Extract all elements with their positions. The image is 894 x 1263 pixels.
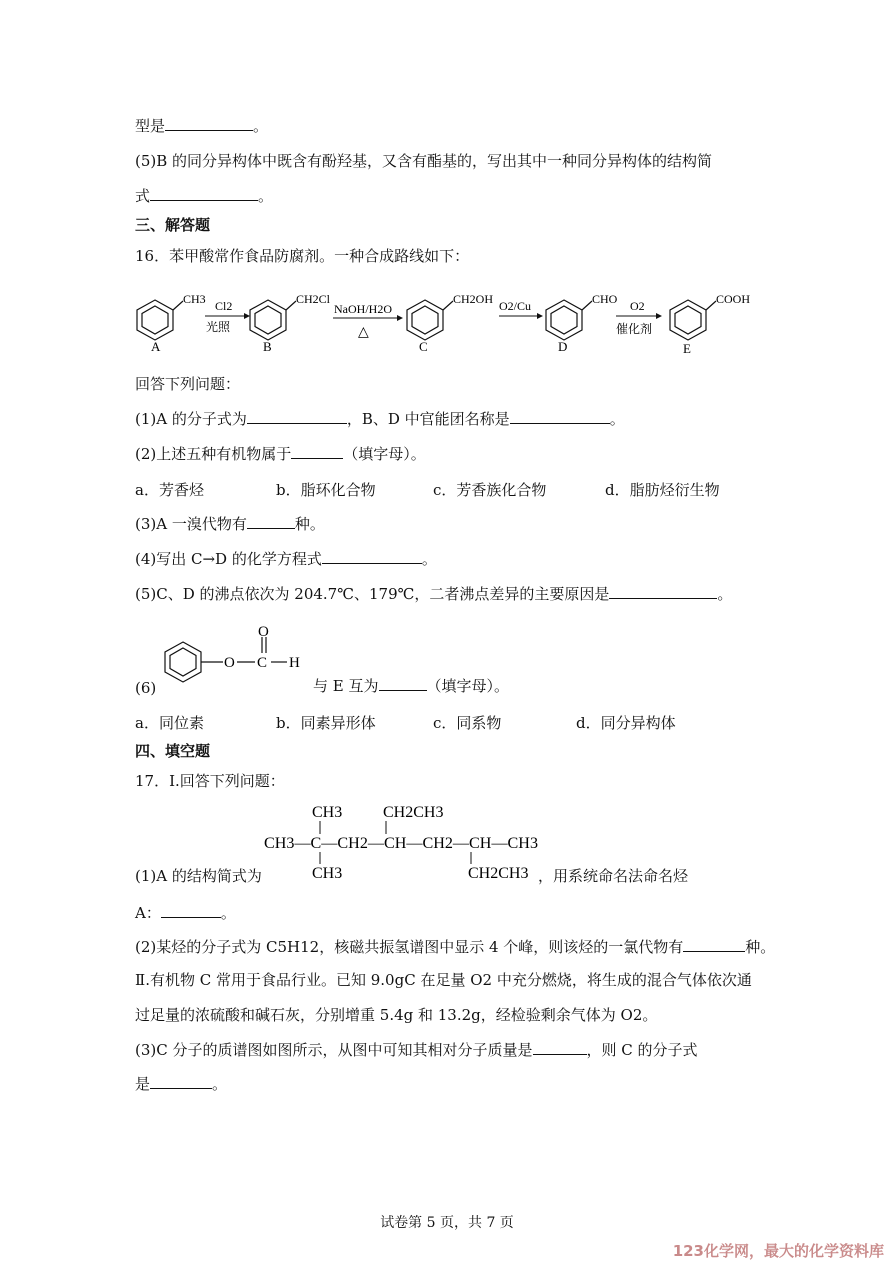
q16-part5-end: 。 [717, 585, 733, 603]
q15-part5-line2 [135, 186, 273, 206]
answer-blank[interactable] [247, 514, 295, 529]
q17-ii-line2: 过足量的浓硫酸和碱石灰，分别增重 5.4g 和 13.2g，经检验剩余气体为 O2。 [135, 1006, 658, 1024]
answer-blank[interactable] [165, 116, 253, 131]
q15-part5-text: 式 [135, 187, 151, 205]
arrow-3-head [537, 313, 543, 319]
q17-part3-line2 [135, 1074, 227, 1094]
q17-part1-text-b: ，用系统命名法命名烃 [538, 867, 689, 885]
q17-stem: 17．Ⅰ.回答下列问题： [135, 772, 285, 790]
q16-part5-text: (5)C、D 的沸点依次为 204.7℃、179℃，二者沸点差异的主要原因是 [135, 585, 610, 603]
group-e: COOH [716, 292, 751, 306]
q16-part5 [135, 584, 732, 604]
q17-part1-answer-label: A： [135, 904, 161, 922]
benzene-ring-b [250, 300, 296, 340]
q15-part5-line1: (5)B 的同分异构体中既含有酚羟基，又含有酯基的，写出其中一种同分异构体的结构简 [135, 152, 713, 170]
answer-blank[interactable] [150, 186, 258, 201]
q16-prompt: 回答下列问题： [135, 375, 241, 393]
group-a: CH3 [183, 292, 206, 306]
q17-part3-text-a: (3)C 分子的质谱图如图所示，从图中可知其相对分子质量是 [135, 1041, 533, 1059]
group-d: CHO [592, 292, 618, 306]
q16-part4-end: 。 [421, 550, 437, 568]
q16-part2-option-b[interactable]: b．脂环化合物 [276, 481, 376, 499]
answer-blank[interactable] [379, 676, 427, 691]
struct-top-methyl: CH3 [312, 804, 343, 821]
q17-part2 [135, 937, 775, 957]
q15-type-line [135, 116, 268, 136]
answer-blank[interactable] [609, 584, 717, 599]
formate-h: H [289, 655, 300, 671]
q17-ii-line1: Ⅱ.有机物 C 常用于食品行业。已知 9.0gC 在足量 O2 中充分燃烧，将生成的混合气体依次通 [135, 971, 752, 989]
q16-part4-text: (4)写出 C→D 的化学方程式 [135, 550, 322, 568]
watermark: 123化学网，最大的化学资料库 [672, 1242, 884, 1260]
q16-stem: 16．苯甲酸常作食品防腐剂。一种合成路线如下： [135, 247, 470, 265]
arrow-2-head [397, 315, 403, 321]
answer-blank[interactable] [510, 409, 610, 424]
q17-part2-end: 种。 [745, 938, 776, 956]
q17-structure [262, 800, 562, 880]
q16-part3-end: 种。 [294, 515, 325, 533]
q16-part3-text: (3)A 一溴代物有 [135, 515, 247, 533]
section-3-heading: 三、解答题 [135, 216, 211, 234]
label-c: C [419, 339, 428, 354]
q16-part6-option-b[interactable]: b．同素异形体 [276, 714, 376, 732]
q16-part3 [135, 514, 325, 534]
struct-main-chain: CH3—C—CH2—CH—CH2—CH—CH3 [264, 835, 538, 852]
q15-part5-end: 。 [258, 187, 274, 205]
q16-part1-text-b: ，B、D 中官能团名称是 [346, 410, 510, 428]
arrow-2-top: NaOH/H2O [334, 302, 392, 316]
arrow-4-top: O2 [630, 299, 645, 313]
group-b: CH2Cl [296, 292, 331, 306]
struct-top-ethyl: CH2CH3 [383, 804, 444, 821]
struct-bottom-ethyl: CH2CH3 [468, 865, 529, 880]
benzene-ring-c [407, 300, 453, 340]
formate-o-link: O [224, 655, 235, 671]
q17-part1-answer [135, 903, 236, 923]
q16-part2-end: （填字母）。 [343, 445, 426, 463]
q16-part2 [135, 444, 426, 464]
arrow-1-head [244, 313, 250, 319]
label-a: A [151, 339, 161, 354]
q16-part6-option-d[interactable]: d．同分异构体 [576, 714, 676, 732]
q17-part3-end: 。 [212, 1075, 228, 1093]
arrow-3-top: O2/Cu [499, 299, 532, 313]
q16-part6-label: (6) [135, 679, 157, 697]
q15-type-text: 型是 [135, 117, 166, 135]
benzene-ring-a [137, 300, 183, 340]
answer-blank[interactable] [247, 409, 347, 424]
q16-part2-option-d[interactable]: d．脂肪烃衍生物 [605, 481, 720, 499]
arrow-2-bottom: △ [358, 325, 369, 340]
answer-blank[interactable] [150, 1074, 212, 1089]
label-b: B [263, 339, 272, 354]
q16-part6-text: 与 E 互为 [313, 677, 379, 695]
section-4-heading: 四、填空题 [135, 742, 211, 760]
answer-blank[interactable] [683, 937, 745, 952]
formate-o-top: O [258, 624, 269, 640]
q16-part2-option-c[interactable]: c．芳香族化合物 [433, 481, 547, 499]
q16-part1 [135, 409, 625, 429]
q16-synthesis-scheme [0, 283, 894, 363]
benzene-ring-e [670, 300, 716, 340]
q17-part2-text: (2)某烃的分子式为 C5H12，核磁共振氢谱图中显示 4 个峰，则该烃的一氯代物有 [135, 938, 684, 956]
q16-part4 [135, 549, 437, 569]
arrow-4-bottom: 催化剂 [616, 322, 653, 336]
arrow-1-top: Cl2 [215, 299, 233, 313]
q17-part1-answer-end: 。 [220, 904, 236, 922]
q16-part2-text: (2)上述五种有机物属于 [135, 445, 292, 463]
answer-blank[interactable] [161, 903, 221, 918]
q16-part6-option-c[interactable]: c．同系物 [433, 714, 502, 732]
q16-part2-option-a[interactable]: a．芳香烃 [135, 481, 204, 499]
arrow-4-head [656, 313, 662, 319]
q16-part6 [313, 676, 509, 696]
benzene-ring-d [546, 300, 592, 340]
q16-part1-end: 。 [609, 410, 625, 428]
group-c: CH2OH [453, 292, 494, 306]
q15-type-end: 。 [253, 117, 269, 135]
answer-blank[interactable] [322, 549, 422, 564]
page-footer: 试卷第 5 页，共 7 页 [380, 1215, 514, 1231]
label-e: E [683, 341, 691, 356]
q17-part3-text-b: ，则 C 的分子式 [586, 1041, 698, 1059]
q17-part3 [135, 1040, 698, 1060]
q16-part6-end: （填字母）。 [426, 677, 510, 695]
q17-part1-text-a: (1)A 的结构简式为 [135, 867, 262, 885]
label-d: D [558, 339, 568, 354]
answer-blank[interactable] [291, 444, 343, 459]
answer-blank[interactable] [533, 1040, 587, 1055]
formate-c: C [257, 655, 268, 671]
q16-part6-option-a[interactable]: a．同位素 [135, 714, 204, 732]
struct-bottom-methyl: CH3 [312, 865, 343, 880]
q17-part3-text-c: 是 [135, 1075, 151, 1093]
q16-part1-text-a: (1)A 的分子式为 [135, 410, 247, 428]
arrow-1-bottom: 光照 [206, 320, 231, 334]
